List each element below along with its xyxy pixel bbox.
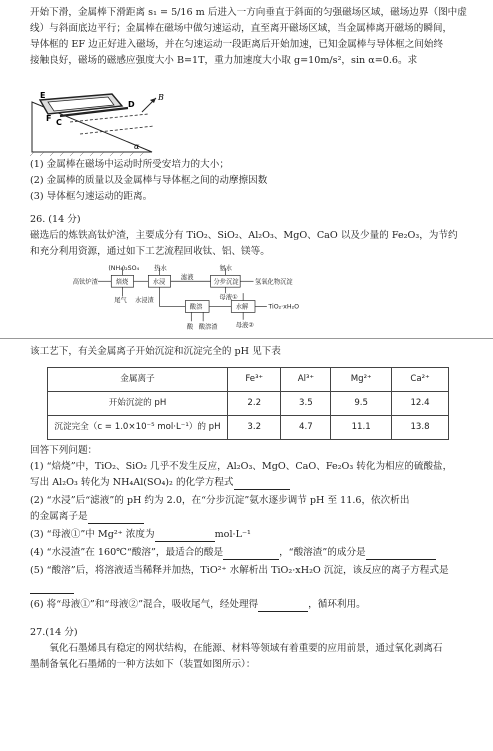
flow-box-hydrolysis: 水解 [235, 303, 249, 311]
answer-blank[interactable] [258, 601, 308, 612]
flow-filtrate: 滤液 [180, 274, 194, 282]
flow-acid-residue: 酸溶渣 [198, 323, 218, 331]
answer-3 [30, 528, 475, 542]
process-flowchart [30, 262, 360, 342]
answer-blank[interactable] [366, 549, 436, 560]
flow-box-roast: 焙烧 [115, 278, 129, 286]
flow-box-acid: 酸溶 [189, 303, 203, 311]
answer-blank[interactable] [223, 549, 279, 560]
flow-acid: 酸 [186, 323, 194, 331]
table-cell: 4.7 [281, 416, 331, 440]
answer-intro: 回答下列问题： [30, 445, 98, 456]
flow-box-precip: 分步沉淀 [213, 278, 239, 286]
table-header-cell: 金属离子 [48, 368, 228, 392]
scan-divider [0, 338, 493, 339]
table-cell: 3.5 [281, 392, 331, 416]
incline-figure [30, 88, 170, 156]
answer-3-text: (3) “母液①”中 Mg²⁺ 浓度为 [30, 529, 155, 540]
q27-line2: 墨制备氧化石墨烯的一种方法如下（装置如图所示）： [30, 659, 256, 670]
label-D: D [128, 100, 135, 109]
flow-tail-gas: 尾气 [114, 297, 127, 304]
physics-intro-line2: 线）与斜面底边平行；金属棒在磁场中做匀速运动，直至离开磁场区域，当金属棒离开磁场的瞬间， [30, 23, 453, 34]
q27-line1: 氧化石墨烯具有稳定的网状结构，在能源、材料等领域有着重要的应用前景，通过氧化剥离石 [49, 643, 443, 654]
table-row [48, 416, 449, 440]
flow-ammonia: 氨水 [219, 265, 233, 273]
answer-1-line1: (1) “焙烧”中，TiO₂、SiO₂ 几乎不发生反应，Al₂O₃、MgO、CaO、Fe₂O₃ 转化为相应的硫酸盐， [30, 461, 453, 472]
table-cell: 12.4 [392, 392, 449, 416]
flow-mother1: 母液① [219, 294, 238, 302]
answer-1-line2 [30, 476, 475, 490]
q26-header: 26. (14 分) [30, 214, 81, 225]
label-C: C [56, 118, 62, 127]
answer-4-mid: ，“酸溶渣”的成分是 [279, 547, 366, 558]
ph-table [47, 367, 449, 440]
answer-6 [30, 598, 475, 612]
label-alpha: α [134, 142, 140, 151]
table-header-cell: Mg²⁺ [331, 368, 392, 392]
table-cell: 11.1 [331, 416, 392, 440]
physics-q2: (2) 金属棒的质量以及金属棒与导体框之间的动摩擦因数 [30, 175, 268, 186]
flow-raw: 高钛炉渣 [72, 278, 98, 286]
flow-reagent1: (NH₄)₂SO₄ [108, 265, 140, 273]
table-cell: 9.5 [331, 392, 392, 416]
physics-intro-line3: 导体框的 EF 边正好进入磁场，并在匀速运动一段距离后开始加速，已知金属棒与导体框之间始终 [30, 39, 444, 50]
physics-intro-line4: 接触良好，磁场的磁感应强度大小 B=1T，重力加速度大小取 g=10m/s²，sin α=0.6。求 [30, 55, 418, 66]
answer-2-text: 的金属离子是 [30, 511, 88, 522]
label-E: E [40, 91, 46, 100]
q26-intro-line1: 磁选后的炼铁高钛炉渣，主要成分有 TiO₂、SiO₂、Al₂O₃、MgO、CaO 以及少量的 Fe₂O₃，为节约 [30, 230, 458, 241]
answer-2-line2 [30, 510, 475, 524]
physics-q1: (1) 金属棒在磁场中运动时所受安培力的大小； [30, 159, 229, 170]
label-F: F [46, 114, 52, 123]
answer-blank[interactable] [88, 513, 144, 524]
label-B: B [158, 93, 164, 102]
answer-2-line1: (2) “水浸”后“滤液”的 pH 约为 2.0，在“分步沉淀”氨水逐步调节 pH 至 11.6，依次析出 [30, 495, 410, 506]
flow-product: TiO₂·xH₂O [268, 303, 300, 311]
answer-3-unit: mol·L⁻¹ [214, 529, 251, 540]
answer-4 [30, 546, 485, 560]
physics-intro-line1: 开始下滑，金属棒下滑距离 s₁ = 5/16 m 后进入一方向垂直于斜面的匀强磁场区域，磁场边界（图中虚 [30, 7, 467, 18]
table-header-cell: Ca²⁺ [392, 368, 449, 392]
flow-mother2: 母液② [235, 322, 254, 330]
table-cell: 沉淀完全（c = 1.0×10⁻⁵ mol·L⁻¹）的 pH [48, 416, 228, 440]
flow-hydroxide: 氢氧化物沉淀 [255, 278, 293, 286]
q26-intro-line2: 和充分利用资源，通过如下工艺流程回收钛、铝、镁等。 [30, 246, 270, 257]
table-row [48, 392, 449, 416]
table-cell: 2.2 [228, 392, 281, 416]
table-header-cell: Fe³⁺ [228, 368, 281, 392]
physics-q3: (3) 导体框匀速运动的距离。 [30, 191, 153, 202]
flow-box-leach: 水浸 [152, 278, 166, 286]
table-cell: 3.2 [228, 416, 281, 440]
answer-6-post: ，循环利用。 [308, 599, 366, 610]
answer-blank[interactable] [234, 479, 290, 490]
answer-blank[interactable] [30, 583, 74, 594]
answer-blank[interactable] [155, 531, 215, 542]
flow-leach-residue: 水浸渣 [135, 297, 154, 304]
flow-hot-water: 热水 [154, 265, 167, 273]
table-cell: 13.8 [392, 416, 449, 440]
answer-5-line2 [30, 580, 475, 594]
answer-5-line1: (5) “酸溶”后，将溶液适当稀释并加热，TiO²⁺ 水解析出 TiO₂·xH₂O 沉淀，该反应的离子方程式是 [30, 565, 449, 576]
table-intro: 该工艺下，有关金属离子开始沉淀和沉淀完全的 pH 见下表 [30, 346, 281, 357]
table-cell: 开始沉淀的 pH [48, 392, 228, 416]
table-header-row [48, 368, 449, 392]
q27-header: 27.(14 分) [30, 627, 78, 638]
answer-1-text: 写出 Al₂O₃ 转化为 NH₄Al(SO₄)₂ 的化学方程式 [30, 477, 234, 488]
answer-6-text: (6) 将“母液①”和“母液②”混合，吸收尾气，经处理得 [30, 599, 259, 610]
answer-4-text: (4) “水浸渣”在 160℃“酸溶”，最适合的酸是 [30, 547, 224, 558]
table-header-cell: Al³⁺ [281, 368, 331, 392]
